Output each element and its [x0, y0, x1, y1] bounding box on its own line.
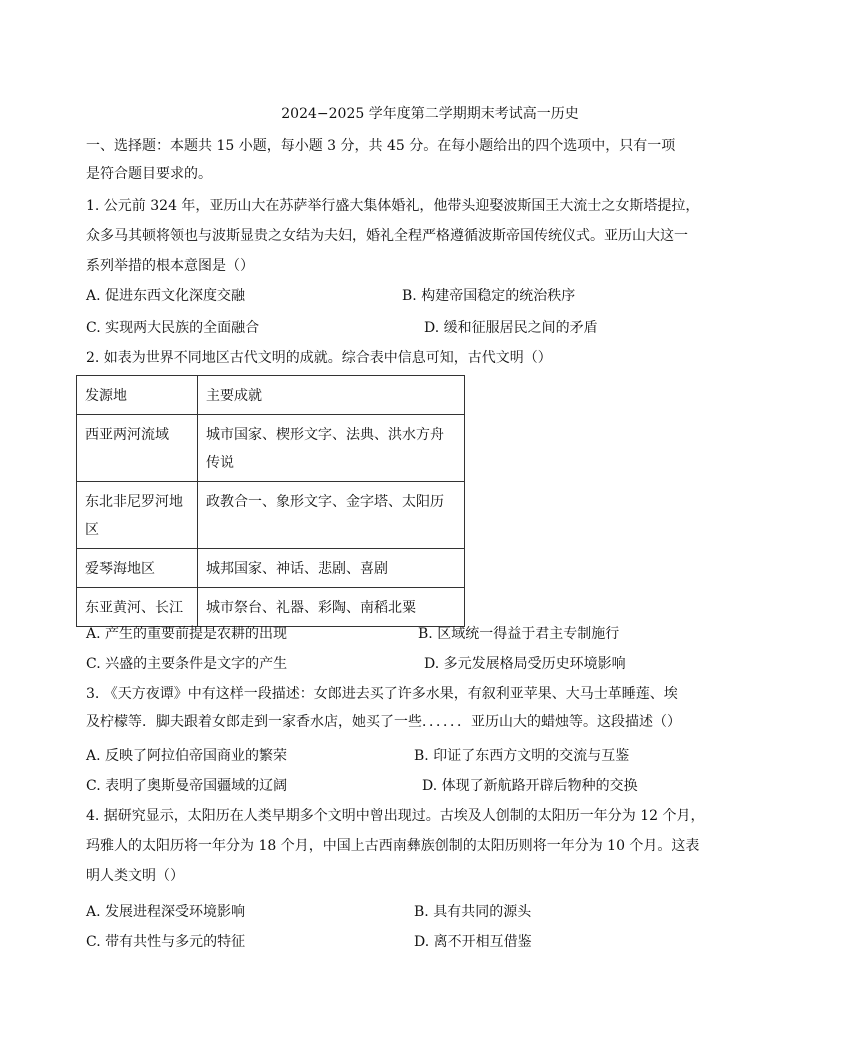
question-3-option-b: B. 印证了东西方文明的交流与互鉴 — [414, 748, 630, 764]
table-cell-achievements: 城邦国家、神话、悲剧、喜剧 — [198, 549, 465, 588]
exam-title: 2024−2025 学年度第二学期期末考试高一历史 — [281, 106, 579, 122]
table-cell-achievements: 城市祭台、礼器、彩陶、南稻北粟 — [198, 588, 465, 627]
question-4-option-d: D. 离不开相互借鉴 — [414, 934, 532, 950]
table-row — [77, 588, 465, 627]
question-1-line-1: 1. 公元前 324 年，亚历山大在苏萨举行盛大集体婚礼，他带头迎娶波斯国王大流士之女斯塔提拉， — [86, 198, 700, 214]
table-header-achievements: 主要成就 — [198, 376, 465, 415]
table-row — [77, 482, 465, 549]
question-1-option-b: B. 构建帝国稳定的统治秩序 — [402, 288, 576, 304]
question-1-option-c: C. 实现两大民族的全面融合 — [86, 320, 260, 336]
question-4-line-1: 4. 据研究显示，太阳历在人类早期多个文明中曾出现过。古埃及人创制的太阳历一年分为 12 个月， — [86, 808, 705, 824]
section-instruction-line-2: 是符合题目要求的。 — [86, 166, 212, 182]
question-3-option-d: D. 体现了新航路开辟后物种的交换 — [422, 778, 638, 794]
table-cell-origin: 西亚两河流域 — [77, 415, 198, 482]
question-1-option-d: D. 缓和征服居民之间的矛盾 — [424, 320, 598, 336]
table-cell-origin: 东北非尼罗河地区 — [77, 482, 198, 549]
table-cell-origin: 东亚黄河、长江 — [77, 588, 198, 627]
table-cell-achievements: 政教合一、象形文字、金字塔、太阳历 — [198, 482, 465, 549]
question-4-line-2: 玛雅人的太阳历将一年分为 18 个月，中国上古西南彝族创制的太阳历则将一年分为 10 个月。这表 — [86, 838, 700, 854]
question-4-option-b: B. 具有共同的源头 — [414, 904, 532, 920]
question-3-line-1: 3. 《天方夜谭》中有这样一段描述：女郎进去买了许多水果，有叙利亚苹果、大马士革睡莲、埃 — [86, 686, 678, 702]
civilization-table — [76, 375, 465, 627]
table-cell-achievements: 城市国家、楔形文字、法典、洪水方舟传说 — [198, 415, 465, 482]
table-row — [77, 415, 465, 482]
question-4-line-3: 明人类文明（） — [86, 868, 184, 884]
table-row — [77, 549, 465, 588]
question-4-option-c: C. 带有共性与多元的特征 — [86, 934, 246, 950]
question-2-option-b: B. 区域统一得益于君主专制施行 — [418, 626, 620, 642]
question-2-option-d: D. 多元发展格局受历史环境影响 — [424, 656, 626, 672]
question-4-option-a: A. 发展进程深受环境影响 — [86, 904, 246, 920]
question-2-line-1: 2. 如表为世界不同地区古代文明的成就。综合表中信息可知，古代文明（） — [86, 350, 552, 366]
question-1-line-2: 众多马其顿将领也与波斯显贵之女结为夫妇，婚礼全程严格遵循波斯帝国传统仪式。亚历山大这一 — [86, 228, 688, 244]
table-header-row — [77, 376, 465, 415]
table-header-origin: 发源地 — [77, 376, 198, 415]
question-1-line-3: 系列举措的根本意图是（） — [86, 258, 254, 274]
section-instruction-line-1: 一、选择题：本题共 15 小题，每小题 3 分，共 45 分。在每小题给出的四个选项中，只有一项 — [86, 138, 676, 154]
question-1-option-a: A. 促进东西文化深度交融 — [86, 288, 246, 304]
question-2-option-a: A. 产生的重要前提是农耕的出现 — [86, 626, 288, 642]
question-3-option-c: C. 表明了奥斯曼帝国疆域的辽阔 — [86, 778, 288, 794]
question-3-option-a: A. 反映了阿拉伯帝国商业的繁荣 — [86, 748, 288, 764]
table-cell-origin: 爱琴海地区 — [77, 549, 198, 588]
question-3-line-2: 及柠檬等．脚夫跟着女郎走到一家香水店，她买了一些．．．．．．亚历山大的蜡烛等。这段描述（） — [86, 714, 681, 730]
question-2-option-c: C. 兴盛的主要条件是文字的产生 — [86, 656, 288, 672]
